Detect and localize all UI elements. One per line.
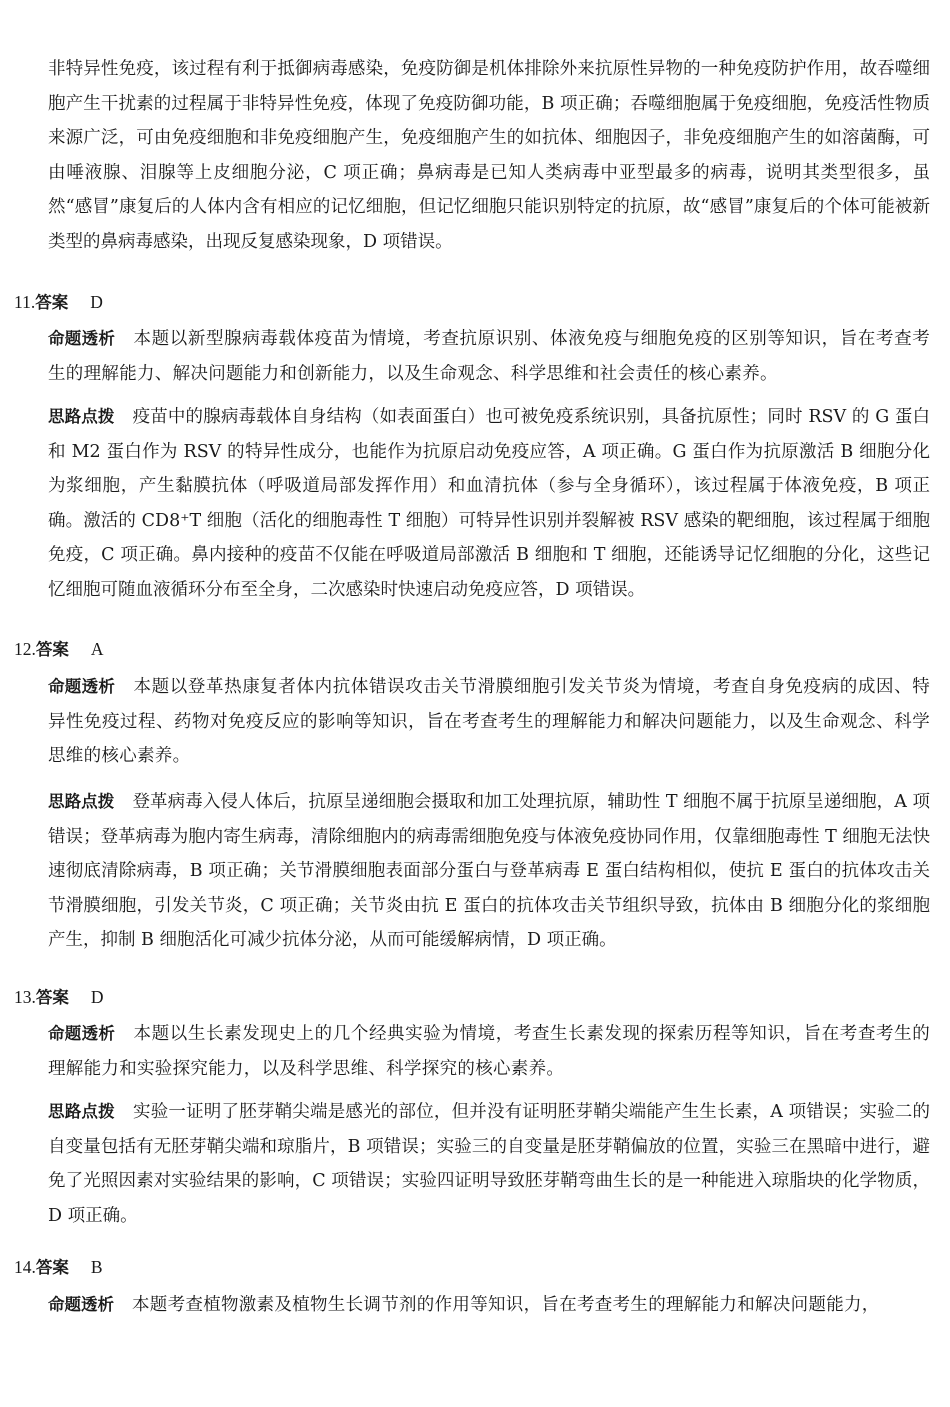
q14-analysis-text: 本题考查植物激素及植物生长调节剂的作用等知识，旨在考查考生的理解能力和解决问题能力，: [132, 1295, 880, 1315]
q12-number: 12.: [14, 639, 36, 659]
q10-continuation-paragraph: 非特异性免疫，该过程有利于抵御病毒感染，免疫防御是机体排除外来抗原性异物的一种免疫防护作用，故吞噬细胞产生干扰素的过程属于非特异性免疫，体现了免疫防御功能，B 项正确；吞噬细胞属于免疫细胞，免疫活性物质来源广泛，可由免疫细胞和非免疫细胞产生，免疫细胞产生的如抗体、细胞因子，非免疫细胞产生的如溶菌酶，可由唾液腺、泪腺等上皮细胞分泌，C 项正确；鼻病毒是已知人类病毒中亚型最多的病毒，说明其类型很多，虽然“感冒”康复后的人体内含有相应的记忆细胞，但记忆细胞只能识别特定的抗原，故“感冒”康复后的个体可能被新类型的鼻病毒感染，出现反复感染现象，D 项错误。: [48, 59, 930, 252]
q11-thinking-label: 思路点拨: [48, 407, 115, 426]
q11-analysis-label: 命题透析: [48, 329, 116, 348]
q12-analysis-paragraph: [48, 670, 930, 774]
q14-answer-value: B: [90, 1257, 103, 1277]
q12-answer-label: 答案: [35, 640, 69, 659]
q13-answer-line: [14, 980, 104, 1016]
q11-analysis-text: 本题以新型腺病毒载体疫苗为情境，考查抗原识别、体液免疫与细胞免疫的区别等知识，旨在考查考生的理解能力、解决问题能力和创新能力，以及生命观念、科学思维和社会责任的核心素养。: [48, 329, 930, 384]
q14-answer-label: 答案: [35, 1258, 69, 1277]
q13-analysis-text: 本题以生长素发现史上的几个经典实验为情境，考查生长素发现的探索历程等知识，旨在考查考生的理解能力和实验探究能力，以及科学思维、科学探究的核心素养。: [48, 1024, 930, 1079]
q13-answer-value: D: [90, 987, 104, 1007]
q11-analysis-paragraph: [48, 322, 930, 391]
q13-analysis-paragraph: [48, 1017, 930, 1086]
q13-thinking-paragraph: [48, 1095, 930, 1233]
q11-thinking-paragraph: [48, 400, 930, 608]
q12-answer-line: [14, 632, 104, 668]
q11-answer-label: 答案: [35, 293, 69, 312]
q12-answer-value: A: [90, 639, 104, 659]
q12-thinking-paragraph: [48, 785, 930, 958]
q11-answer-line: [14, 285, 103, 321]
q13-answer-label: 答案: [35, 988, 69, 1007]
q13-thinking-text: 实验一证明了胚芽鞘尖端是感光的部位，但并没有证明胚芽鞘尖端能产生生长素，A 项错误；实验二的自变量包括有无胚芽鞘尖端和琼脂片，B 项错误；实验三的自变量是胚芽鞘偏放的位置，实验三在黑暗中进行，避免了光照因素对实验结果的影响，C 项错误；实验四证明导致胚芽鞘弯曲生长的是一种能进入琼脂块的化学物质，D 项正确。: [48, 1102, 931, 1226]
q12-thinking-text: 登革病毒入侵人体后，抗原呈递细胞会摄取和加工处理抗原，辅助性 T 细胞不属于抗原呈递细胞，A 项错误；登革病毒为胞内寄生病毒，清除细胞内的病毒需细胞免疫与体液免疫协同作用，仅靠细胞毒性 T 细胞无法快速彻底清除病毒，B 项正确；关节滑膜细胞表面部分蛋白与登革病毒 E 蛋白结构相似，使抗 E 蛋白的抗体攻击关节滑膜细胞，引发关节炎，C 项正确；关节炎由抗 E 蛋白的抗体攻击关节组织导致，抗体由 B 细胞分化的浆细胞产生，抑制 B 细胞活化可减少抗体分泌，从而可能缓解病情，D 项正确。: [48, 792, 931, 951]
q13-number: 13.: [14, 987, 36, 1007]
q11-number: 11.: [14, 292, 36, 312]
q11-answer-value: D: [90, 292, 103, 312]
q14-answer-line: [14, 1250, 103, 1286]
q12-analysis-text: 本题以登革热康复者体内抗体错误攻击关节滑膜细胞引发关节炎为情境，考查自身免疫病的成因、特异性免疫过程、药物对免疫反应的影响等知识，旨在考查考生的理解能力和解决问题能力，以及生命观念、科学思维的核心素养。: [48, 677, 930, 767]
q11-thinking-text: 疫苗中的腺病毒载体自身结构（如表面蛋白）也可被免疫系统识别，具备抗原性；同时 RSV 的 G 蛋白和 M2 蛋白作为 RSV 的特异性成分，也能作为抗原启动免疫应答，A 项正确。G 蛋白作为抗原激活 B 细胞分化为浆细胞，产生黏膜抗体（呼吸道局部发挥作用）和血清抗体（参与全身循环），该过程属于体液免疫，B 项正确。激活的 CD8⁺T 细胞（活化的细胞毒性 T 细胞）可特异性识别并裂解被 RSV 感染的靶细胞，该过程属于细胞免疫，C 项正确。鼻内接种的疫苗不仅能在呼吸道局部激活 B 细胞和 T 细胞，还能诱导记忆细胞的分化，这些记忆细胞可随血液循环分布至全身，二次感染时快速启动免疫应答，D 项错误。: [48, 407, 931, 600]
q13-analysis-label: 命题透析: [48, 1024, 116, 1043]
q14-number: 14.: [14, 1257, 36, 1277]
q12-thinking-label: 思路点拨: [48, 792, 115, 811]
q13-thinking-label: 思路点拨: [48, 1102, 115, 1121]
q14-analysis-paragraph: [48, 1288, 930, 1323]
q12-analysis-label: 命题透析: [48, 677, 116, 696]
q14-analysis-label: 命题透析: [48, 1295, 114, 1314]
